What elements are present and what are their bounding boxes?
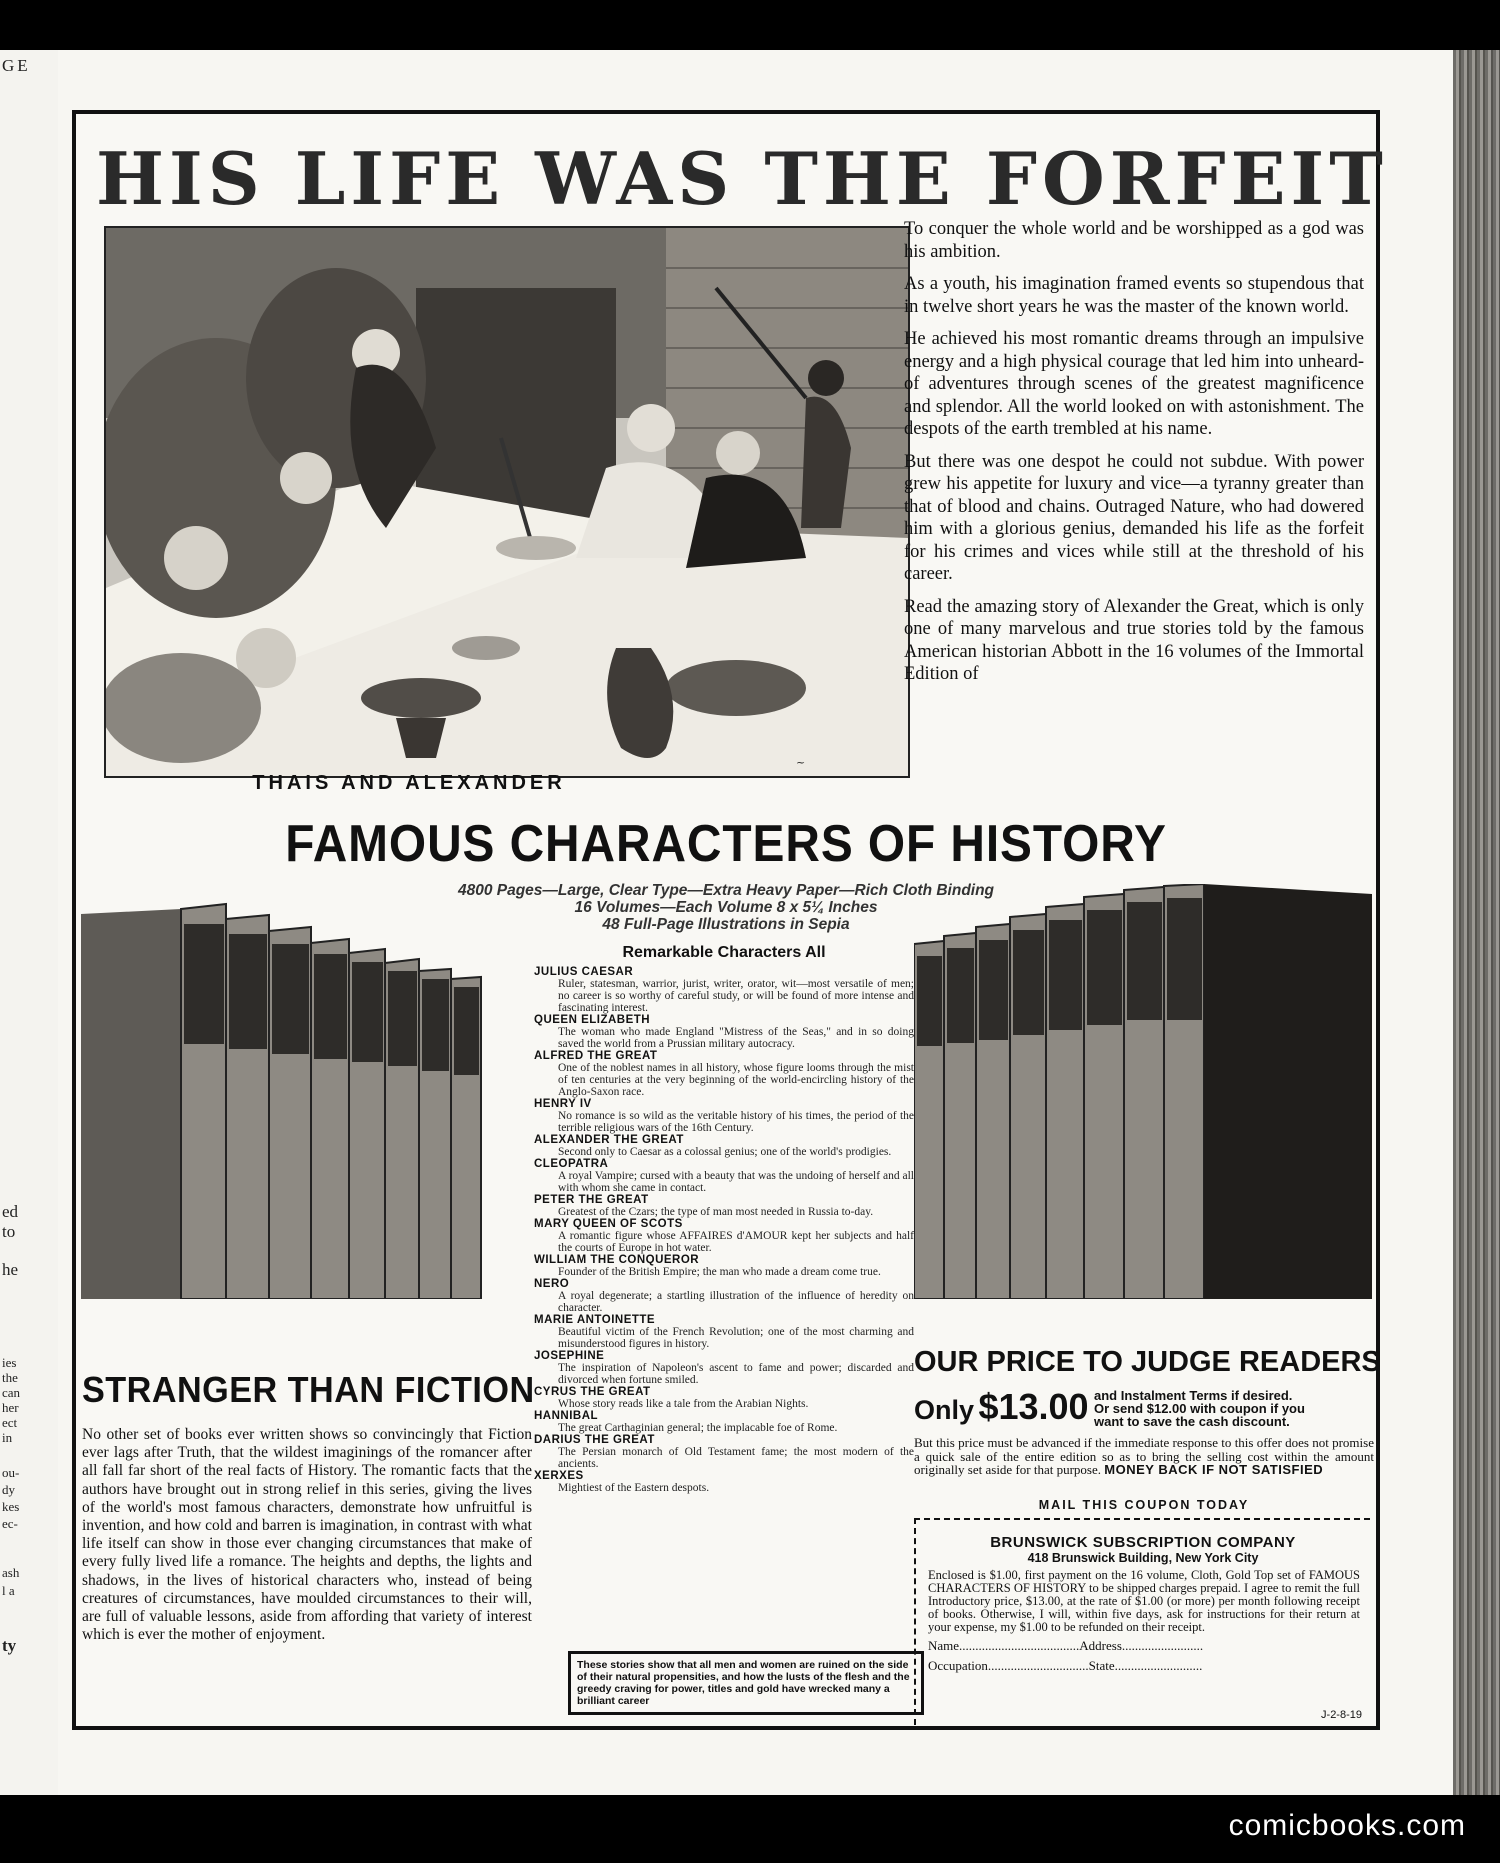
characters-list bbox=[534, 944, 914, 1494]
character-entry bbox=[534, 1158, 914, 1194]
character-name: JOSEPHINE bbox=[534, 1350, 605, 1362]
character-name: CYRUS THE GREAT bbox=[534, 1386, 651, 1398]
watermark: comicbooks.com bbox=[1228, 1809, 1466, 1842]
character-entry bbox=[534, 1098, 914, 1134]
intro-paragraph: But there was one despot he could not subdue. With power grew his appetite for luxury and vice—a tyranny greater than that of blood and chains. Outraged Nature, who had dowered him with a glorious genius, demanded his life as the forfeit for his crimes and vices while still at the threshold of his career. bbox=[904, 451, 1364, 584]
character-entry bbox=[534, 1194, 914, 1218]
character-desc: The Persian monarch of Old Testament fame; the most modern of the ancients. bbox=[558, 1446, 914, 1470]
character-desc: A romantic figure whose AFFAIRES d'AMOUR kept her subjects and half the courts of Europe in hot water. bbox=[558, 1230, 914, 1254]
mail-coupon-line: MAIL THIS COUPON TODAY bbox=[1038, 1498, 1250, 1512]
strip-fragment: can bbox=[2, 1385, 21, 1400]
intro-paragraph: Read the amazing story of Alexander the Great, which is only one of many marvelous and true stories told by the famous American historian Abbott in the 16 volumes of the Immortal Edition of bbox=[904, 596, 1364, 684]
character-desc: Greatest of the Czars; the type of man most needed in Russia to-day. bbox=[558, 1206, 874, 1218]
strip-fragment: dy bbox=[2, 1482, 15, 1497]
strip-fragment: ed bbox=[2, 1202, 19, 1221]
character-desc: Ruler, statesman, warrior, jurist, writer, orator, wit—most versatile of men; no career is so worthy of careful study, or will be found of more intense and fascinating interest. bbox=[558, 978, 914, 1014]
character-name: ALFRED THE GREAT bbox=[534, 1050, 658, 1062]
book-set-left bbox=[81, 899, 533, 1299]
strip-fragment: in bbox=[2, 1430, 13, 1445]
stranger-than-fiction-body: No other set of books ever written shows so convincingly that Fiction ever lags after Truth, that the wildest imaginings of the romancer after all fall far short of the real facts of History. The romantic facts that the authors have brought out in strong relief in this series, giving the lives of the world's most famous characters, demonstrate how unfruitful is invention, and how cold and barren is imagination, in contrast with what life itself can show in those ever changing circumstances that make of every fully lived life a romance. The heights and depths, the lights and shadows, in the lives of historical characters who, instead of being creatures of circumstances, have moulded circumstances to their will, are full of valuable lessons, aside from affording that variety of interest which is ever the mother of enjoyment. bbox=[82, 1426, 532, 1644]
occupation-state-field[interactable]: Occupation...............................State........................... bbox=[928, 1658, 1203, 1673]
spec-line: 48 Full-Page Illustrations in Sepia bbox=[602, 916, 850, 933]
price-conditions bbox=[914, 1436, 1374, 1477]
strip-fragment: l a bbox=[2, 1583, 15, 1598]
price-term-line: Or send $12.00 with coupon if you bbox=[1094, 1401, 1305, 1416]
character-entry bbox=[534, 1278, 914, 1314]
strip-fragment: ash bbox=[2, 1565, 20, 1580]
character-name: ALEXANDER THE GREAT bbox=[534, 1134, 684, 1146]
character-entry bbox=[534, 1050, 914, 1098]
price-term-line: want to save the cash discount. bbox=[1094, 1414, 1290, 1429]
character-entry bbox=[534, 1014, 914, 1050]
price-only-label: Only bbox=[914, 1395, 975, 1425]
ad-code: J-2-8-19 bbox=[1321, 1709, 1362, 1721]
headline: HIS LIFE WAS THE FORFEIT bbox=[96, 136, 1388, 221]
character-name: JULIUS CAESAR bbox=[534, 966, 634, 978]
banquet-illustration bbox=[106, 228, 908, 776]
character-name: CLEOPATRA bbox=[534, 1158, 609, 1170]
character-entry bbox=[534, 1470, 914, 1494]
books-right-illustration bbox=[914, 884, 1372, 1299]
character-name: MARIE ANTOINETTE bbox=[534, 1314, 656, 1326]
price-terms bbox=[1094, 1389, 1374, 1428]
strip-fragment: ou- bbox=[2, 1465, 20, 1480]
illustration-thais-and-alexander bbox=[104, 226, 910, 778]
character-desc: No romance is so wild as the veritable history of his times, the period of the terrible religious wars of the 16th Century. bbox=[558, 1110, 914, 1134]
price-amount: $13.00 bbox=[978, 1386, 1089, 1427]
character-entry bbox=[534, 1434, 914, 1470]
character-entry bbox=[534, 966, 914, 1014]
strip-fragment: the bbox=[2, 1370, 18, 1385]
name-address-field[interactable]: Name.....................................Address......................... bbox=[928, 1638, 1204, 1653]
svg-text:~: ~ bbox=[796, 756, 806, 769]
character-entry bbox=[534, 1350, 914, 1386]
character-entry bbox=[534, 1134, 914, 1158]
character-entry bbox=[534, 1314, 914, 1350]
company-address: 418 Brunswick Building, New York City bbox=[1027, 1551, 1259, 1565]
price-term-line: and Instalment Terms if desired. bbox=[1094, 1388, 1293, 1403]
price-line bbox=[914, 1386, 1374, 1428]
page-stack-edge bbox=[1453, 50, 1500, 1795]
character-entry bbox=[534, 1386, 914, 1410]
intro-paragraph: To conquer the whole world and be worshipped as a god was his ambition. bbox=[904, 219, 1364, 262]
strip-fragment: he bbox=[2, 1260, 19, 1279]
strip-fragment: ies bbox=[2, 1355, 17, 1370]
character-name: HENRY IV bbox=[534, 1098, 592, 1110]
moral-note-box: These stories show that all men and women are ruined on the side of their natural propensities, and how the lusts of the flesh and the greedy craving for power, titles and gold have wrecked many a brilliant career bbox=[568, 1651, 924, 1715]
character-desc: Whose story reads like a tale from the Arabian Nights. bbox=[558, 1398, 809, 1410]
strip-fragment: her bbox=[2, 1400, 19, 1415]
price-headline: OUR PRICE TO JUDGE READERS bbox=[914, 1346, 1381, 1378]
character-entry bbox=[534, 1218, 914, 1254]
order-coupon[interactable] bbox=[914, 1518, 1370, 1725]
character-desc: Founder of the British Empire; the man who made a dream come true. bbox=[558, 1266, 881, 1278]
character-desc: The great Carthaginian general; the implacable foe of Rome. bbox=[558, 1422, 838, 1434]
spec-line: 16 Volumes—Each Volume 8 x 5¼ Inches bbox=[574, 899, 878, 916]
company-name: BRUNSWICK SUBSCRIPTION COMPANY bbox=[990, 1534, 1296, 1551]
intro-copy bbox=[904, 218, 1364, 696]
character-name: QUEEN ELIZABETH bbox=[534, 1014, 651, 1026]
strip-fragment: kes bbox=[2, 1499, 20, 1514]
character-name: PETER THE GREAT bbox=[534, 1194, 649, 1206]
left-page-strip bbox=[0, 50, 58, 1795]
money-back-guarantee: MONEY BACK IF NOT SATISFIED bbox=[1104, 1462, 1324, 1477]
characters-heading: Remarkable Characters All bbox=[622, 944, 826, 961]
character-desc: The woman who made England "Mistress of the Seas," and in so doing saved the world from a Prussian military autocracy. bbox=[558, 1026, 914, 1050]
character-entry bbox=[534, 1254, 914, 1278]
book-set-right bbox=[914, 884, 1372, 1299]
character-desc: One of the noblest names in all history, whose figure looms through the mist of ten centuries at the very beginning of the world-encircling history of the Anglo-Saxon race. bbox=[558, 1062, 914, 1098]
strip-fragment: ect bbox=[2, 1415, 18, 1430]
character-entry bbox=[534, 1410, 914, 1434]
character-desc: Mightiest of the Eastern despots. bbox=[558, 1482, 710, 1494]
character-name: HANNIBAL bbox=[534, 1410, 599, 1422]
character-name: XERXES bbox=[534, 1470, 584, 1482]
intro-paragraph: He achieved his most romantic dreams through an impulsive energy and a high physical courage that led him into unheard-of adventures through scenes of the greatest magnificence and splendor. All the world looked on with astonishment. The despots of the earth trembled at his name. bbox=[904, 329, 1364, 439]
illustration-caption: THAIS AND ALEXANDER bbox=[252, 772, 566, 794]
strip-fragment: to bbox=[2, 1222, 16, 1241]
character-desc: A royal degenerate; a startling illustration of the influence of heredity on character. bbox=[558, 1290, 914, 1314]
character-name: DARIUS THE GREAT bbox=[534, 1434, 655, 1446]
character-name: WILLIAM THE CONQUEROR bbox=[534, 1254, 700, 1266]
character-name: NERO bbox=[534, 1278, 570, 1290]
intro-paragraph: As a youth, his imagination framed events so stupendous that in twelve short years he was the master of the known world. bbox=[904, 274, 1364, 317]
character-desc: The inspiration of Napoleon's ascent to fame and power; discarded and divorced when fortune smiled. bbox=[558, 1362, 914, 1386]
strip-fragment: ty bbox=[2, 1636, 17, 1655]
coupon-text: Enclosed is $1.00, first payment on the 16 volume, Cloth, Gold Top set of FAMOUS CHARACTERS OF HISTORY to be shipped charges prepaid. I agree to remit the full Introductory price, $13.00, at the rate of $1.00 (or more) per month following receipt of books. Otherwise, I will, within five days, ask for instructions for their return at your expense, my $1.00 to be refunded on their receipt. bbox=[928, 1568, 1360, 1634]
spec-line: 4800 Pages—Large, Clear Type—Extra Heavy Paper—Rich Cloth Binding bbox=[457, 882, 995, 899]
price-conditions-text: But this price must be advanced if the immediate response to this offer does not promise a quick sale of the entire edition so as to bring the selling cost within the amount originally set aside for that purpose. bbox=[914, 1435, 1374, 1477]
advertisement bbox=[72, 110, 1388, 1730]
strip-fragment: ec- bbox=[2, 1516, 18, 1531]
main-title: FAMOUS CHARACTERS OF HISTORY bbox=[285, 815, 1167, 873]
stranger-than-fiction-title: STRANGER THAN FICTION bbox=[82, 1369, 535, 1410]
character-name: MARY QUEEN OF SCOTS bbox=[534, 1218, 683, 1230]
strip-fragment: GE bbox=[2, 56, 31, 75]
character-desc: Beautiful victim of the French Revolution; one of the most charming and misunderstood figures in history. bbox=[558, 1326, 914, 1350]
character-desc: Second only to Caesar as a colossal genius; one of the world's prodigies. bbox=[558, 1146, 892, 1158]
character-desc: A royal Vampire; cursed with a beauty that was the undoing of herself and all with whom she came in contact. bbox=[558, 1170, 914, 1194]
books-left-illustration bbox=[81, 899, 533, 1299]
